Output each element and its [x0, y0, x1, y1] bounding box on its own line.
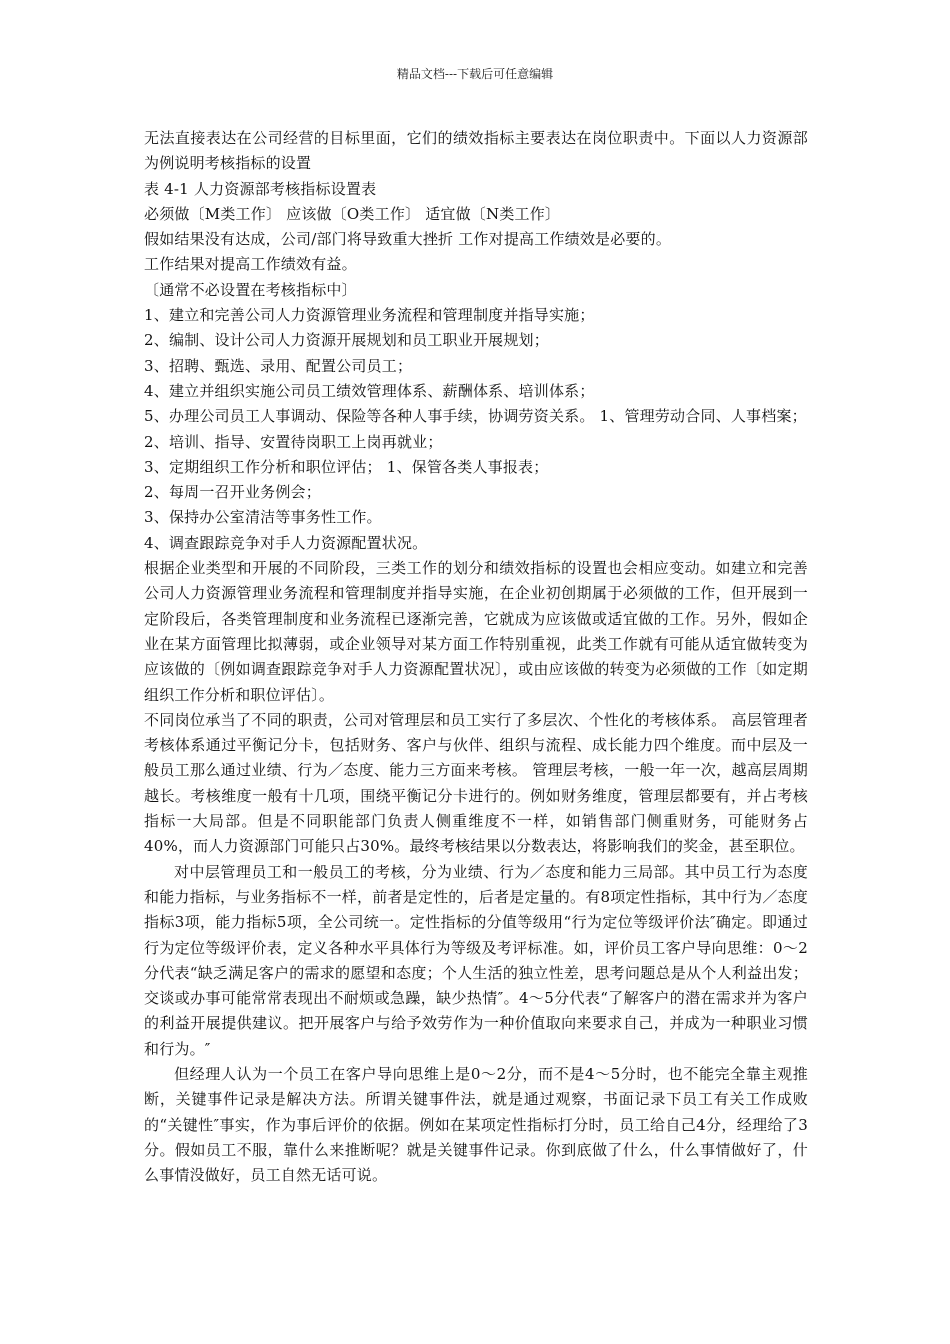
- page-header-text: 精品文档---下载后可任意编辑: [396, 67, 554, 81]
- list-item: 5、办理公司员工人事调动、保险等各种人事手续，协调劳资关系。 1、管理劳动合同、人事档案；: [144, 407, 807, 426]
- list-item: 3、招聘、甄选、录用、配置公司员工；: [144, 356, 413, 375]
- paragraph: 无法直接表达在公司经营的目标里面，它们的绩效指标主要表达在岗位职责中。下面以人力资源部为例说明考核指标的设置: [144, 129, 808, 173]
- list-item: 3、定期组织工作分析和职位评估； 1、保管各类人事报表；: [144, 457, 549, 476]
- paragraph: 〔通常不必设置在考核指标中〕: [144, 280, 357, 299]
- list-item: 2、培训、指导、安置待岗职工上岗再就业；: [144, 432, 443, 451]
- paragraph: 但经理人认为一个员工在客户导向思维上是0～2分，而不是4～5分时，也不能完全靠主观推断，关键事件记录是解决方法。所谓关键事件法，就是通过观察，书面记录下员工有关工作成败的“关键性″事实，作为事后评价的依据。例如在某项定性指标打分时，员工给自己4分，经理给了3分。假如员工不服，靠什么来推断呢？就是关键事件记录。你到底做了什么，什么事情做好了，什么事情没做好，员工自然无话可说。: [144, 1064, 808, 1185]
- list-item: 1、建立和完善公司人力资源管理业务流程和管理制度并指导实施；: [144, 306, 595, 325]
- page-header: [0, 66, 950, 82]
- paragraph: 工作结果对提高工作绩效有益。: [144, 255, 357, 274]
- list-item: 2、编制、设计公司人力资源开展规划和员工职业开展规划；: [144, 331, 549, 350]
- list-item: 4、调查跟踪竞争对手人力资源配置状况。: [144, 533, 428, 552]
- list-item: 4、建立并组织实施公司员工绩效管理体系、薪酬体系、培训体系；: [144, 381, 595, 400]
- paragraph: 假如结果没有达成，公司/部门将导致重大挫折 工作对提高工作绩效是必要的。: [144, 230, 672, 249]
- list-item: 3、保持办公室清洁等事务性工作。: [144, 508, 382, 527]
- paragraph: 不同岗位承当了不同的职责，公司对管理层和员工实行了多层次、个性化的考核体系。 高层管理者考核体系通过平衡记分卡，包括财务、客户与伙伴、组织与流程、成长能力四个维度。而中层及一般员工那么通过业绩、行为／态度、能力三方面来考核。 管理层考核，一般一年一次，越高层周期越长。考核维度一般有十几项，围绕平衡记分卡进行的。例如财务维度，管理层都要有，并占考核指标一大局部。但是不同职能部门负责人侧重维度不一样，如销售部门侧重财务，可能财务占40%，而人力资源部门可能只占30%。最终考核结果以分数表达，将影响我们的奖金，甚至职位。: [144, 710, 808, 856]
- document-body: [144, 126, 808, 1188]
- list-item: 2、每周一召开业务例会；: [144, 483, 321, 502]
- paragraph: 对中层管理员工和一般员工的考核，分为业绩、行为／态度和能力三局部。其中员工行为态度和能力指标，与业务指标不一样，前者是定性的，后者是定量的。有8项定性指标，其中行为／态度指标3项，能力指标5项，全公司统一。定性指标的分值等级用“行为定位等级评价法″确定。即通过行为定位等级评价表，定义各种水平具体行为等级及考评标准。如，评价员工客户导向思维：0～2分代表“缺乏满足客户的需求的愿望和态度；个人生活的独立性差，思考问题总是从个人利益出发；交谈或办事可能常常表现出不耐烦或急躁，缺少热情″。4～5分代表“了解客户的潜在需求并为客户的利益开展提供建议。把开展客户与给予效劳作为一种价值取向来要求自己，并成为一种职业习惯和行为。″: [144, 862, 808, 1058]
- paragraph: 必须做〔M类工作〕 应该做〔O类工作〕 适宜做〔N类工作〕: [144, 204, 561, 223]
- paragraph: 根据企业类型和开展的不同阶段，三类工作的划分和绩效指标的设置也会相应变动。如建立和完善公司人力资源管理业务流程和管理制度并指导实施，在企业初创期属于必须做的工作，但开展到一定阶段后，各类管理制度和业务流程已逐渐完善，它就成为应该做或适宜做的工作。另外，假如企业在某方面管理比拟薄弱，或企业领导对某方面工作特别重视，此类工作就有可能从适宜做转变为应该做的〔例如调查跟踪竞争对手人力资源配置状况〕，或由应该做的转变为必须做的工作〔如定期组织工作分析和职位评估〕。: [144, 559, 808, 704]
- table-caption: 表 4-1 人力资源部考核指标设置表: [144, 179, 377, 198]
